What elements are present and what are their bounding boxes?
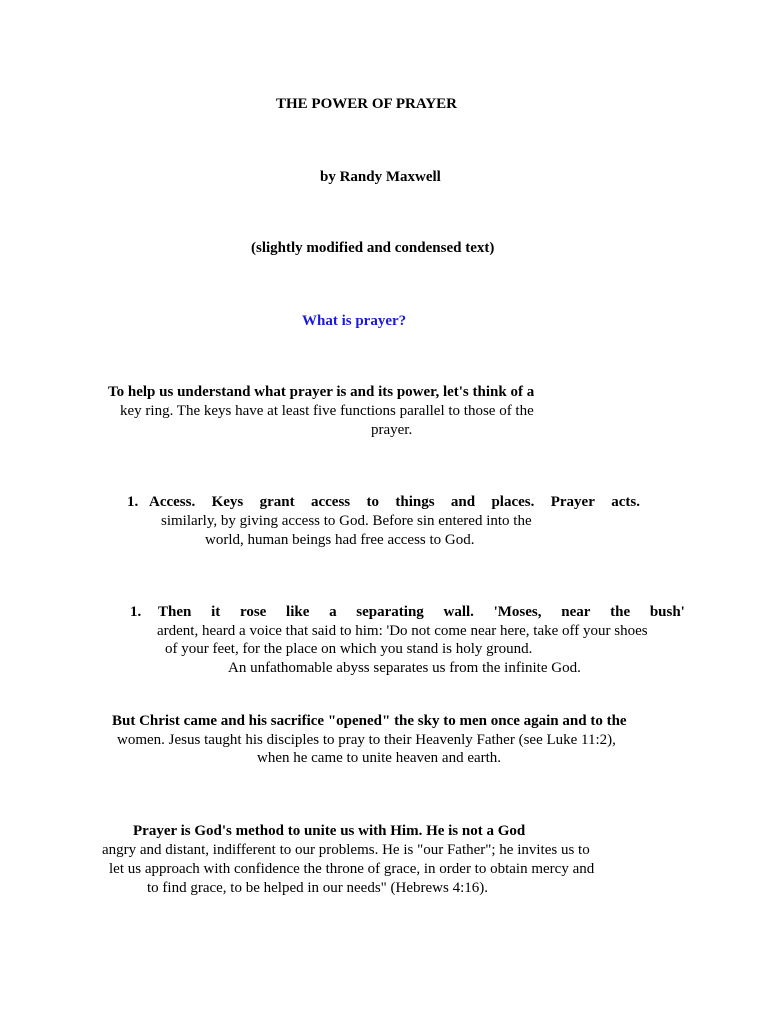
item-2-word: bush' <box>649 604 685 620</box>
author-line: by Randy Maxwell <box>320 169 441 185</box>
item-1-word: acts. <box>611 494 640 510</box>
section-heading: What is prayer? <box>302 313 407 329</box>
item-1-word: Prayer <box>550 494 595 510</box>
item-1-word: things <box>395 494 435 510</box>
item-1-word: Keys <box>211 494 244 510</box>
item-2-word: a <box>329 604 337 620</box>
paragraph-4-line-3: let us approach with confidence the throne of grace, in order to obtain mercy and <box>109 861 595 877</box>
item-1-line-3: world, human beings had free access to God. <box>205 532 475 548</box>
paragraph-3-line-2: women. Jesus taught his disciples to pray to their Heavenly Father (see Luke 11:2), <box>117 732 616 748</box>
item-1-word: access <box>310 494 351 510</box>
item-2-word: Then <box>158 604 192 620</box>
paragraph-4-line-2: angry and distant, indifferent to our problems. He is "our Father"; he invites us to <box>102 842 590 858</box>
intro-line-1: To help us understand what prayer is and its power, let's think of a <box>108 384 535 400</box>
item-1-word: and <box>450 494 476 510</box>
item-2-line-4: An unfathomable abyss separates us from the infinite God. <box>228 660 581 676</box>
item-2-word: wall. <box>443 604 474 620</box>
item-2-number: 1. <box>130 604 142 620</box>
item-1-word: grant <box>259 494 295 510</box>
item-1-lead-line <box>149 493 640 512</box>
item-2-word: the <box>610 604 631 620</box>
edition-note: (slightly modified and condensed text) <box>251 240 495 256</box>
item-1-number: 1. <box>127 494 139 510</box>
item-2-line-3: of your feet, for the place on which you stand is holy ground. <box>165 641 533 657</box>
paragraph-3-line-3: when he came to unite heaven and earth. <box>257 750 502 766</box>
item-1-word: to <box>366 494 379 510</box>
item-2-word: like <box>286 604 310 620</box>
item-2-word: rose <box>239 604 267 620</box>
document-title: THE POWER OF PRAYER <box>276 96 457 112</box>
item-2-lead-line <box>158 603 685 622</box>
item-2-word: it <box>211 604 221 620</box>
item-2-line-2: ardent, heard a voice that said to him: 'Do not come near here, take off your shoes <box>157 623 648 639</box>
item-1-line-2: similarly, by giving access to God. Before sin entered into the <box>161 513 532 529</box>
item-2-word: separating <box>356 604 424 620</box>
intro-line-2: key ring. The keys have at least five functions parallel to those of the <box>120 403 534 419</box>
item-2-word: near <box>561 604 591 620</box>
paragraph-3-line-1: But Christ came and his sacrifice "opened" the sky to men once again and to the <box>112 713 627 729</box>
item-2-word: 'Moses, <box>493 604 542 620</box>
intro-line-3: prayer. <box>371 422 413 438</box>
item-1-word: places. <box>491 494 535 510</box>
paragraph-4-line-4: to find grace, to be helped in our needs" (Hebrews 4:16). <box>147 880 489 896</box>
item-1-word: Access. <box>149 494 196 510</box>
paragraph-4-line-1: Prayer is God's method to unite us with Him. He is not a God <box>133 823 526 839</box>
